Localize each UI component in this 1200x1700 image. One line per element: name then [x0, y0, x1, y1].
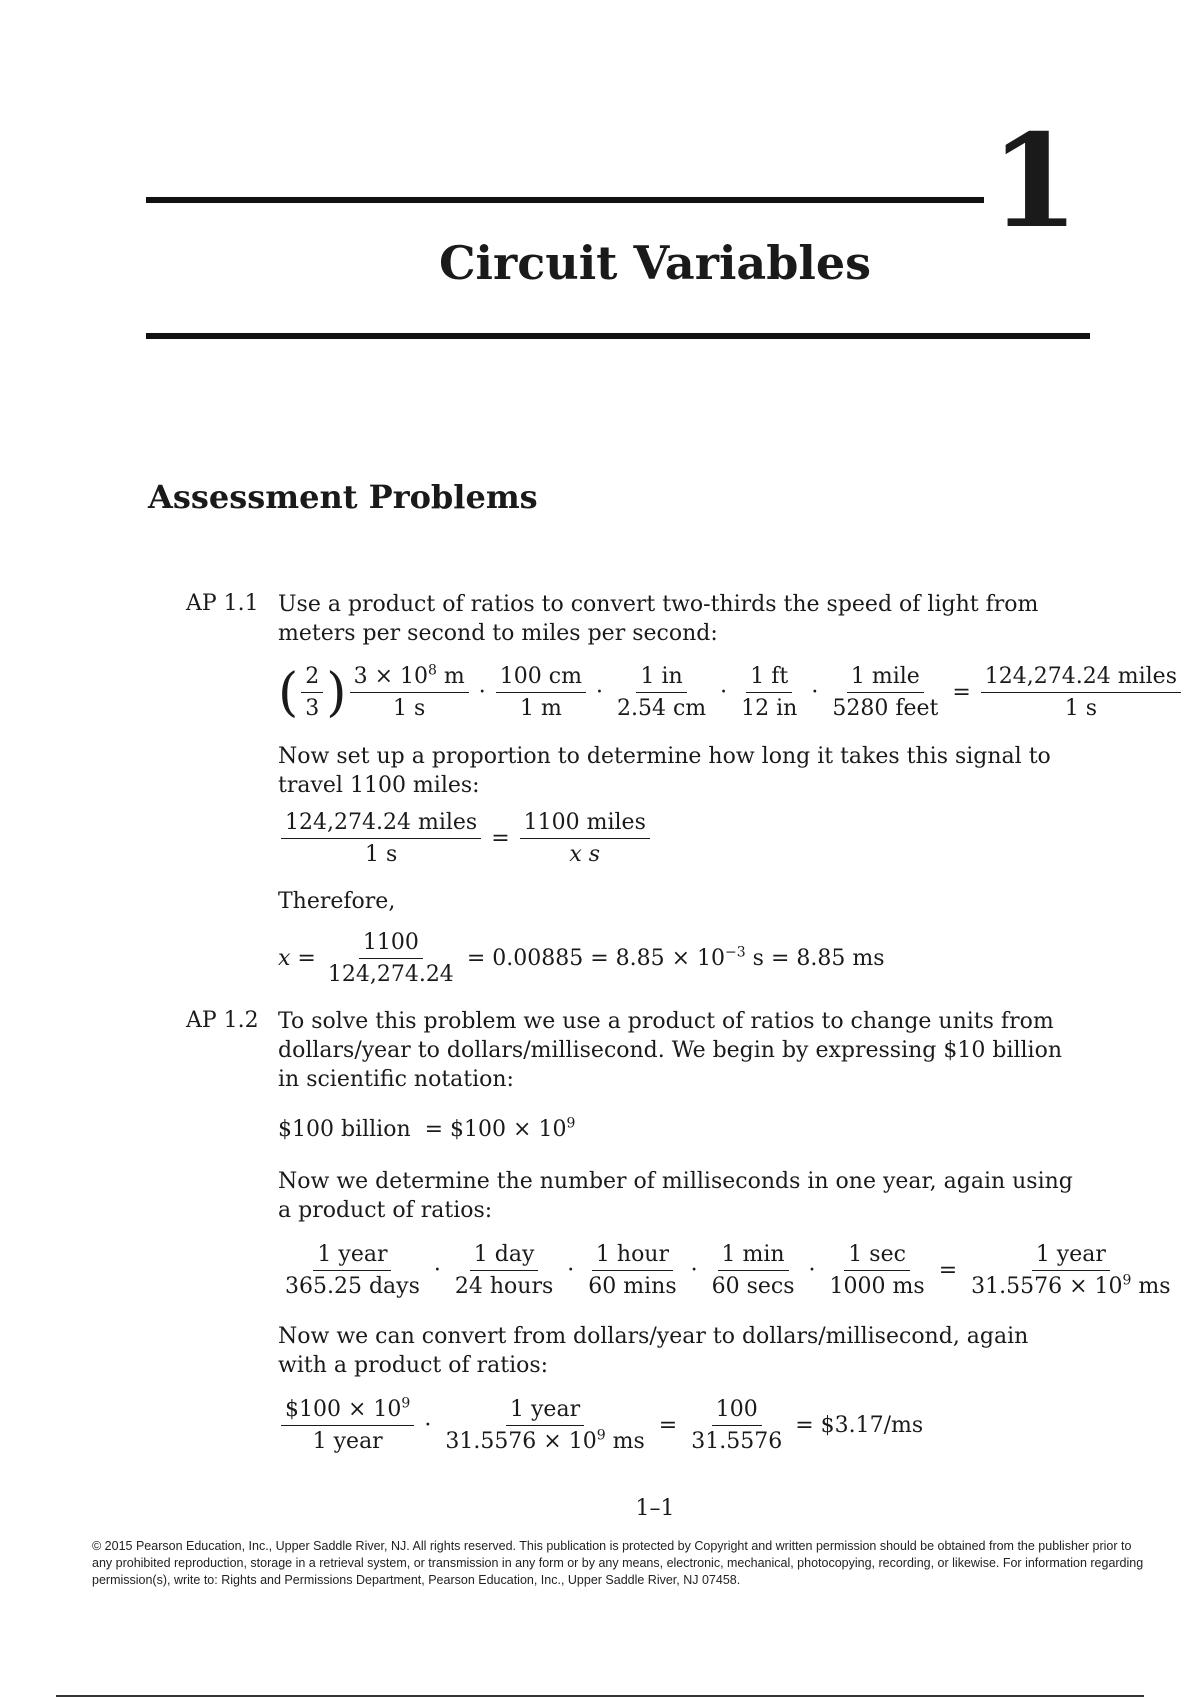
ap12-ms-per-year-equation: $\frac{\text{1 year}}{\text{365.25 days}}$ · $\frac{\text{1 day}}{\text{24 hours}}$ · $\frac{\text{1 hour}}{60 \min s}$ · $\frac{1 \min}{60 \sec s}$ · $\frac{1 \sec}{1000 ms}$ = $\frac{\text{1 year}}{31.5576 \times 10^9 ms}$	[285, 1242, 1171, 1299]
ap11-conversion-equation: ( $\frac{2}{3}$ ) $\frac{3 \times 10^8 m}{1 s}$ · $\frac{100 cm}{1 m}$ · $\frac{1 in}{2.54 cm}$ · $\frac{1 ft}{12 in}$ · $\frac{\text{1 mile}}{\text{5280 feet}}$ = $\frac{\text{124,274.24 miles}}{1 s}$	[278, 664, 1184, 721]
ap12-dollars-per-ms-equation: $\frac{\$100 \times 10^9}{\text{1 year}}$ · $\frac{\text{1 year}}{31.5576 \times 10^9 ms}$ = $\frac{100}{31.5576}$ = $3.17/ms	[278, 1397, 923, 1454]
fraction-mile-per-ft: $\frac{\text{1 mile}}{\text{5280 feet}}$	[832, 664, 939, 721]
section-title: Assessment Problems	[148, 478, 538, 516]
ap12-intro: To solve this problem we use a product of ratios to change units from dollars/year to dollars/millisecond. We begin by expressing $10 billion in scientific notation:	[278, 1009, 1062, 1092]
chapter-number: 1	[990, 107, 1080, 257]
ap12-scientific-notation: $100 billion = $100 × $10^9$	[278, 1115, 576, 1142]
right-paren: )	[326, 662, 347, 723]
copyright-notice: © 2015 Pearson Education, Inc., Upper Saddle River, NJ. All rights reserved. This publication is protected by Copyright and written permission should be obtained from the publisher prior to any prohibited reproduction, storage in a retrieval system, or transmission in any form or by any means, electronic, mechanical, photocopying, recording, or likewise. For information regarding permission(s), write to: Rights and Permissions Department, Pearson Education, Inc., Upper Saddle River, NJ 07458.	[92, 1539, 1144, 1587]
ap11-text-proportion: Now set up a proportion to determine how long it takes this signal to travel 1100 miles:	[278, 744, 1051, 798]
ap11-label: AP 1.1	[186, 591, 259, 616]
ap12-label: AP 1.2	[186, 1008, 259, 1033]
fraction-speed-of-light: $\frac{3 \times 10^8 m}{1 s}$	[350, 664, 469, 721]
chapter-bottom-rule	[146, 333, 1090, 339]
chapter-title: Circuit Variables	[438, 236, 872, 290]
ap12-text-convert: Now we can convert from dollars/year to dollars/millisecond, again with a product of ratios:	[278, 1324, 1029, 1378]
ap11-therefore: Therefore,	[278, 889, 396, 914]
bottom-divider	[56, 1695, 1144, 1697]
fraction-ft-per-in: $\frac{1 ft}{12 in}$	[741, 664, 798, 721]
fraction-result-miles-per-s: $\frac{\text{124,274.24 miles}}{1 s}$	[981, 664, 1181, 721]
ap11-intro: Use a product of ratios to convert two-thirds the speed of light from meters per second to miles per second:	[278, 592, 1039, 646]
fraction-two-thirds: $\frac{2}{3}$	[301, 664, 323, 721]
fraction-in-per-cm: $\frac{1 in}{2.54 cm}$	[616, 664, 707, 721]
ap11-result-equation: x = $\frac{1100}{124,274.24}$ = $0.00885 = 8.85 \times 10^{-3}$ s = 8.85 ms	[278, 930, 885, 987]
left-paren: (	[278, 662, 299, 723]
ap11-proportion-equation: $\frac{\text{124,274.24 miles}}{1 s}$ = $\frac{\text{1100 miles}}{\text{x s}}$	[278, 810, 653, 867]
page-number: 1–1	[635, 1496, 675, 1521]
ap12-text-milliseconds: Now we determine the number of milliseconds in one year, again using a product of ratios:	[278, 1169, 1073, 1223]
fraction-cm-per-m: $\frac{100 cm}{1 m}$	[496, 664, 586, 721]
chapter-top-rule	[146, 197, 984, 203]
